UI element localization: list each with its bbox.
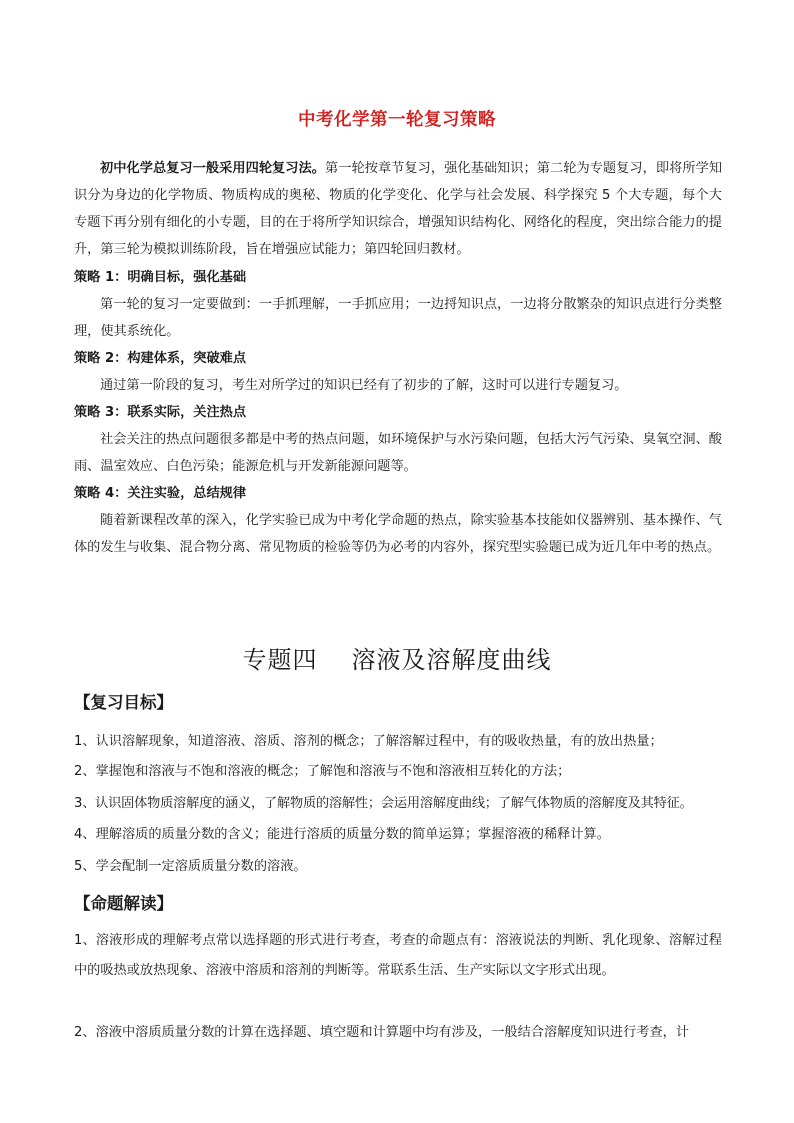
strategy-2-heading: 策略 2：构建体系，突破难点	[74, 351, 247, 366]
document-title: 中考化学第一轮复习策略	[298, 110, 496, 130]
strategy-1-heading: 策略 1：明确目标，强化基础	[74, 270, 247, 285]
review-goal-item: 4、理解溶质的质量分数的含义；能进行溶质的质量分数的简单运算；掌握溶液的稀释计算。	[74, 827, 610, 842]
strategy-3-heading: 策略 3：联系实际，关注热点	[74, 405, 247, 420]
interpretation-item: 1、溶液形成的理解考点常以选择题的形式进行考查，考查的命题点有：溶液说法的判断、乳化现象、溶解过程中的吸热或放热现象、溶液中溶质和溶剂的判断等。常联系生活、生产实际以文字形式出现。	[74, 933, 722, 978]
strategy-1-text: 第一轮的复习一定要做到：一手抓理解，一手抓应用；一边捋知识点，一边将分散繁杂的知识点进行分类整理，使其系统化。	[74, 297, 722, 339]
review-goals-heading: 【复习目标】	[74, 693, 173, 712]
intro-lead: 初中化学总复习一般采用四轮复习法。	[100, 161, 325, 176]
review-goal-item: 5、学会配制一定溶质质量分数的溶液。	[74, 859, 307, 874]
strategy-3-text: 社会关注的热点问题很多都是中考的热点问题，如环境保护与水污染问题，包括大污气污染、臭氧空洞、酸雨、温室效应、白色污染；能源危机与开发新能源问题等。	[74, 432, 722, 474]
topic-title	[0, 640, 794, 675]
review-goal-item: 1、认识溶解现象，知道溶液、溶质、溶剂的概念；了解溶解过程中，有的吸收热量，有的放出热量；	[74, 734, 663, 749]
review-goal-item: 2、掌握饱和溶液与不饱和溶液的概念；了解饱和溶液与不饱和溶液相互转化的方法；	[74, 764, 571, 779]
strategy-2-text: 通过第一阶段的复习，考生对所学过的知识已经有了初步的了解，这时可以进行专题复习。	[100, 378, 628, 393]
intro-paragraph	[74, 155, 722, 263]
intro-text: 第一轮按章节复习，强化基础知识；第二轮为专题复习，即将所学知识分为身边的化学物质、物质构成的奥秘、物质的化学变化、化学与社会发展、科学探究 5 个大专题，每个大专题下再分别有细化的小专题，目的在于将所学知识综合，增强知识结构化、网络化的程度，突出综合能力的提升，第三轮为模拟训练阶段，旨在增强应试能力；第四轮回归教材。	[74, 161, 723, 257]
topic-name: 溶液及溶解度曲线	[351, 646, 552, 674]
interpretation-heading: 【命题解读】	[74, 894, 173, 913]
topic-number: 专题四	[242, 646, 318, 674]
strategy-4-text: 随着新课程改革的深入，化学实验已成为中考化学命题的热点，除实验基本技能如仪器辨别、基本操作、气体的发生与收集、混合物分离、常见物质的检验等仍为必考的内容外，探究型实验题已成为近几年中考的热点。	[74, 513, 722, 555]
interpretation-item: 2、溶液中溶质质量分数的计算在选择题、填空题和计算题中均有涉及，一般结合溶解度知识进行考查，计	[74, 1025, 690, 1040]
review-goal-item: 3、认识固体物质溶解度的涵义，了解物质的溶解性；会运用溶解度曲线；了解气体物质的溶解度及其特征。	[74, 796, 693, 811]
strategy-4-heading: 策略 4：关注实验，总结规律	[74, 486, 247, 501]
